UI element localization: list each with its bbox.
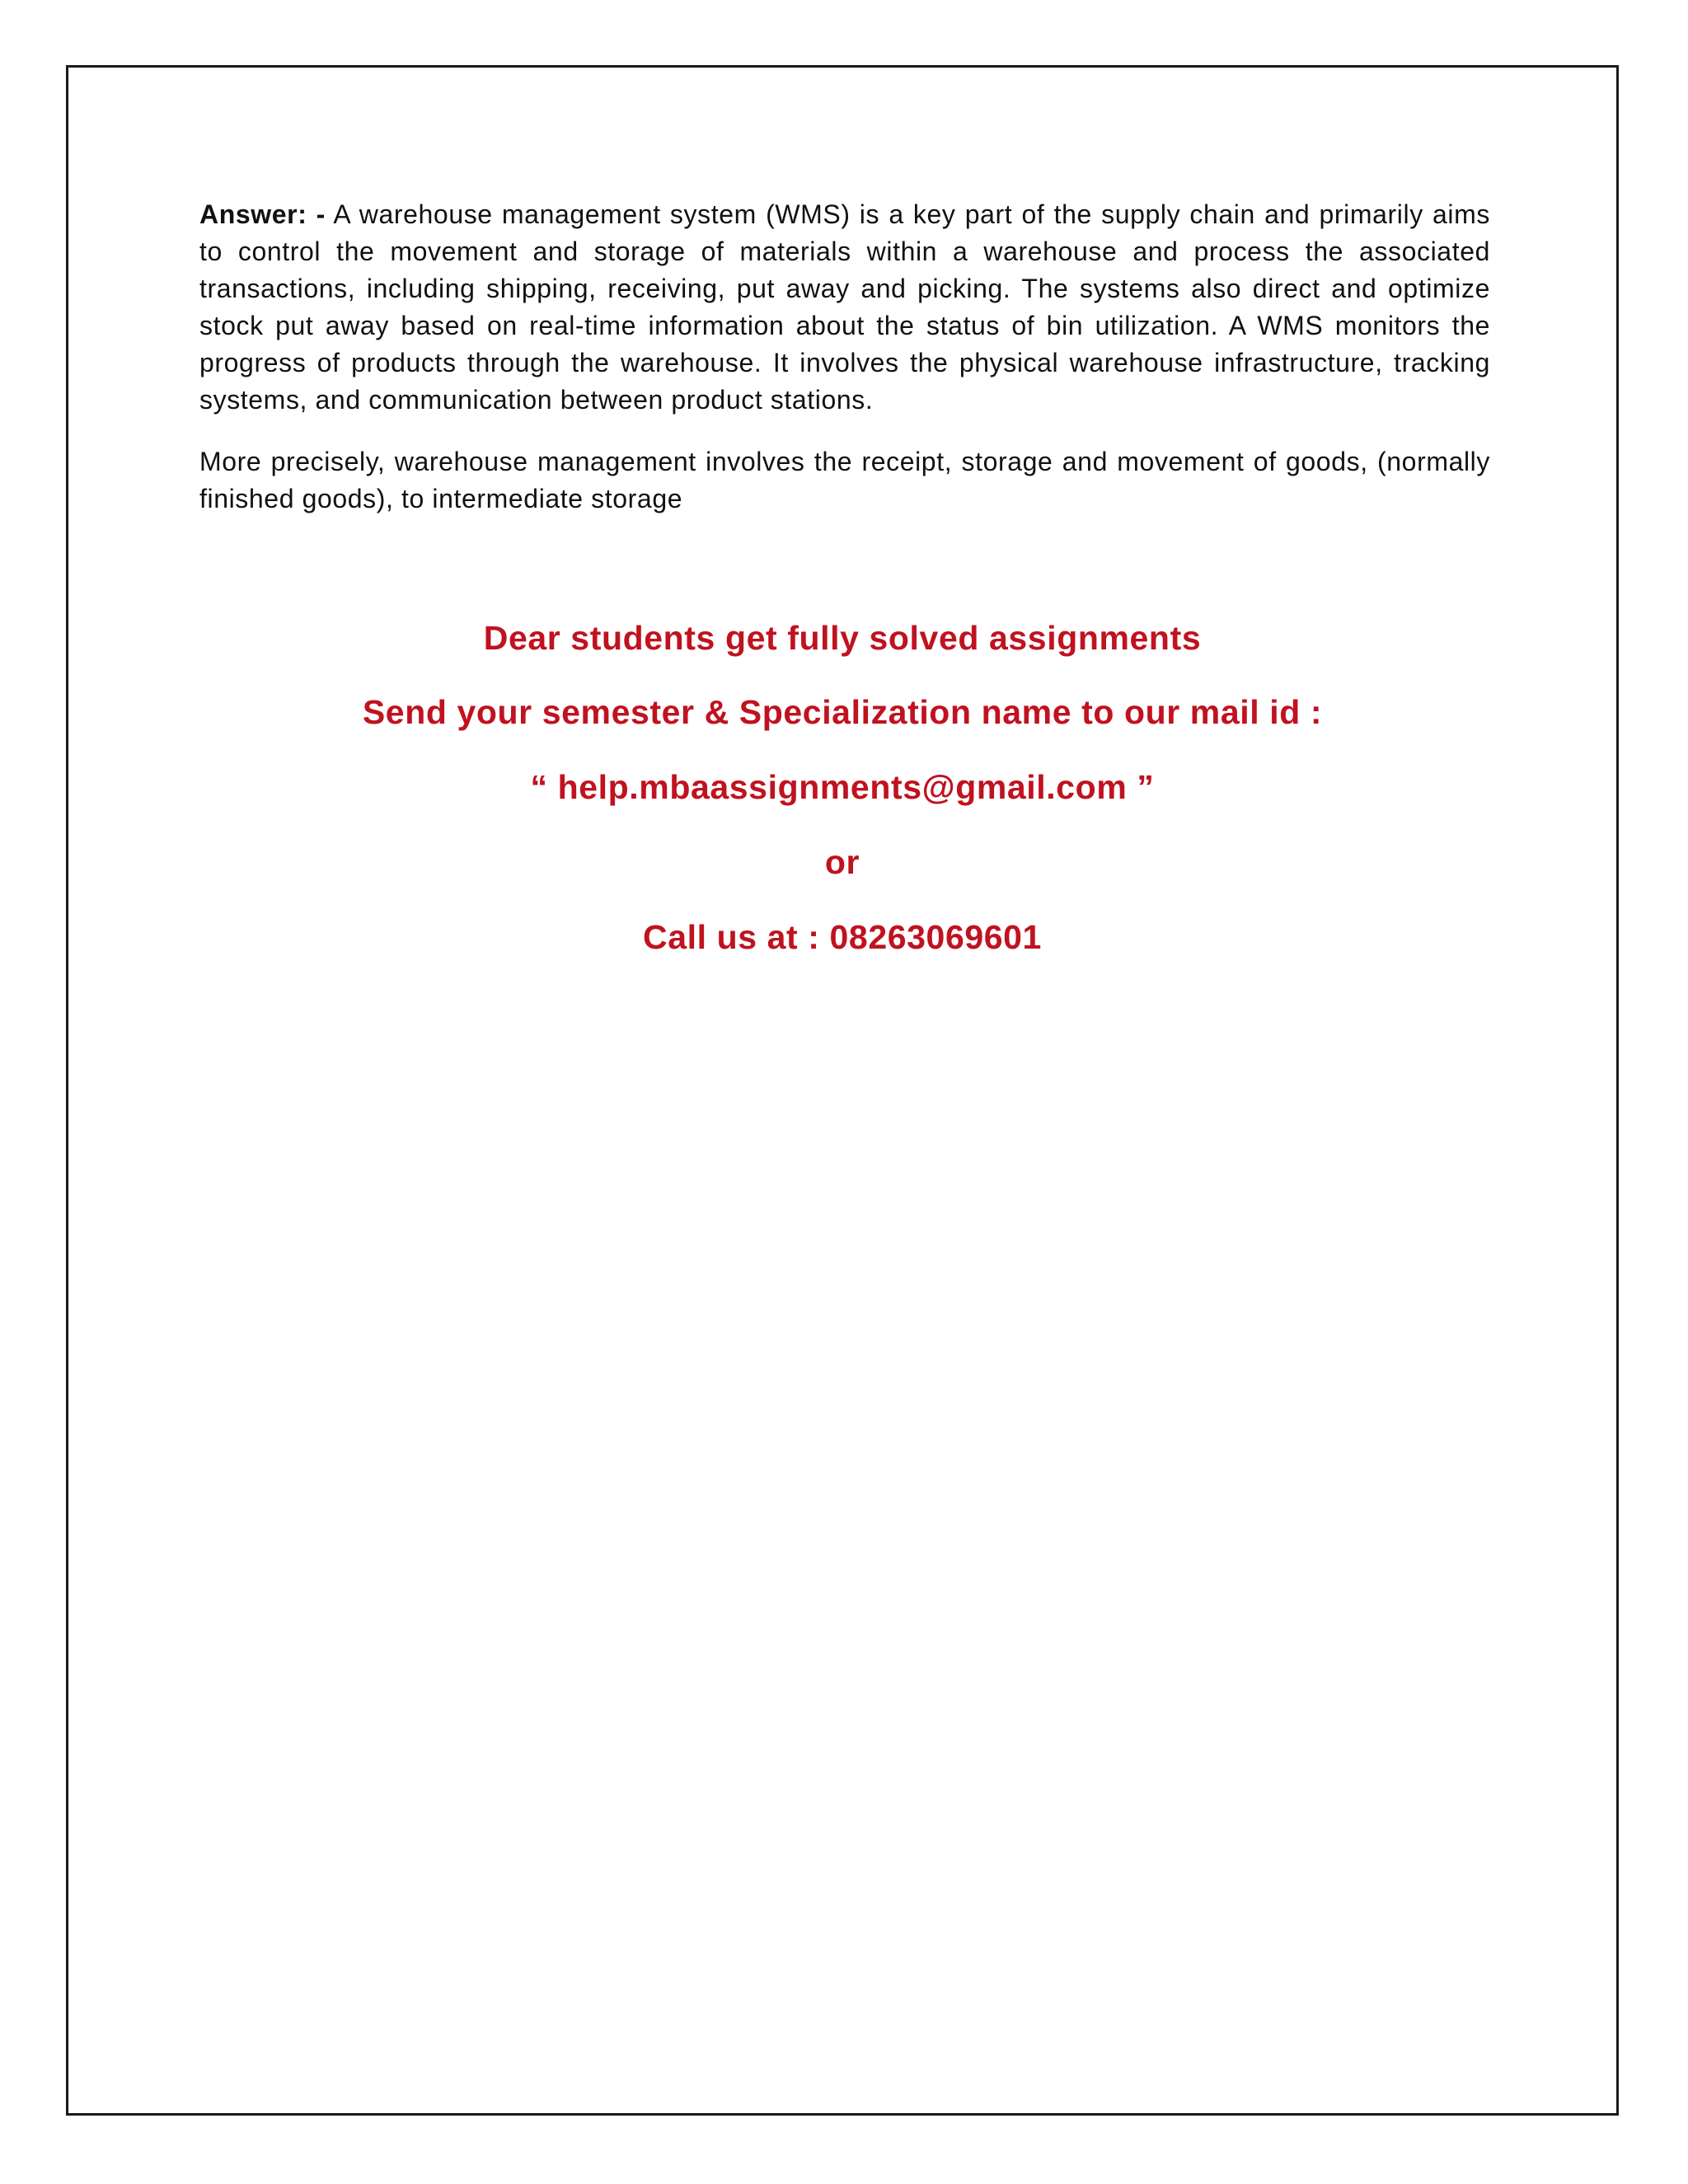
promo-line-or: or xyxy=(824,843,860,881)
promo-line-phone: Call us at : 08263069601 xyxy=(643,918,1042,956)
answer-section xyxy=(199,196,1490,518)
promo-line-send: Send your semester & Specialization name to our mail id : xyxy=(362,693,1323,731)
promo-line-email: “ help.mbaassignments@gmail.com ” xyxy=(530,768,1155,806)
answer-paragraph-2: More precisely, warehouse management involves the receipt, storage and movement of goods, (normally finished goods), to intermediate storage xyxy=(199,447,1490,513)
answer-label: Answer: - xyxy=(199,199,326,229)
answer-paragraph-1-text: A warehouse management system (WMS) is a key part of the supply chain and primarily aims to control the movement and storage of materials within a warehouse and process the associated transactions, including shipping, receiving, put away and picking. The systems also direct and optimize stock put away based on real-time information about the status of bin utilization. A WMS monitors the progress of products through the warehouse. It involves the physical warehouse infrastructure, tracking systems, and communication between product stations. xyxy=(199,199,1490,415)
promo-line-students: Dear students get fully solved assignments xyxy=(483,619,1202,657)
answer-paragraph-1 xyxy=(199,196,1490,419)
